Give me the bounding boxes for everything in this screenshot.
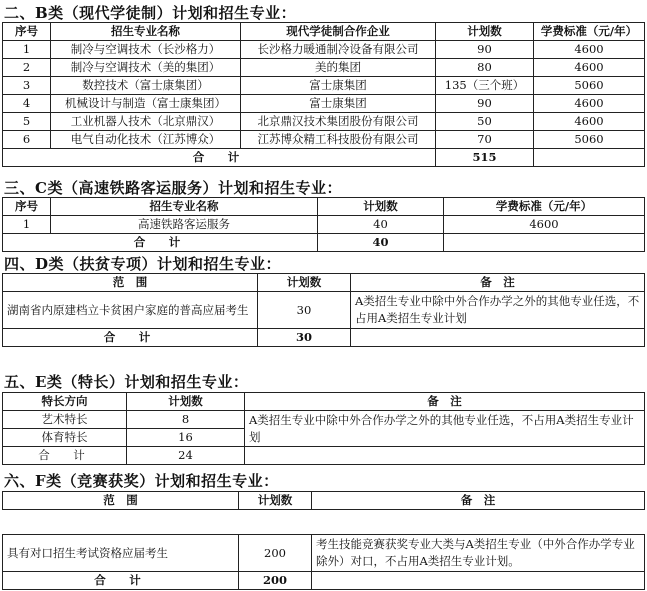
header-cell: 计划数 [318, 198, 444, 216]
table-row [3, 131, 645, 149]
cell: 江苏博众精工科技股份有限公司 [241, 131, 436, 149]
total-row [3, 234, 645, 252]
header-cell: 计划数 [258, 274, 351, 292]
cell: 90 [436, 41, 534, 59]
cell: A类招生专业中除中外合作办学之外的其他专业任选，不占用A类招生专业计划 [351, 292, 645, 329]
cell: 富士康集团 [241, 95, 436, 113]
cell: 4 [3, 95, 51, 113]
header-cell: 特长方向 [3, 393, 127, 411]
cell: 5 [3, 113, 51, 131]
header-cell: 计划数 [127, 393, 245, 411]
cell: 80 [436, 59, 534, 77]
cell: 考生技能竞赛获奖专业大类与A类招生专业（中外合作办学专业除外）对口，不占用A类招生专业计划。 [312, 535, 645, 572]
cell [245, 447, 645, 465]
cell: 制冷与空调技术（美的集团） [51, 59, 241, 77]
section-f-title: 六、F类（竞赛获奖）计划和招生专业： [4, 472, 279, 490]
header-cell: 备 注 [351, 274, 645, 292]
cell: 4600 [444, 216, 645, 234]
header-cell: 序号 [3, 198, 51, 216]
header-cell: 招生专业名称 [51, 198, 318, 216]
cell [351, 329, 645, 347]
table-b [2, 22, 645, 167]
total-value: 40 [318, 234, 444, 252]
cell: 50 [436, 113, 534, 131]
cell: 4600 [534, 59, 645, 77]
section-b-title: 二、B类（现代学徒制）计划和招生专业： [4, 4, 297, 22]
header-cell: 现代学徒制合作企业 [241, 23, 436, 41]
cell: 5060 [534, 131, 645, 149]
cell: 制冷与空调技术（长沙格力） [51, 41, 241, 59]
cell [444, 234, 645, 252]
total-row [3, 149, 645, 167]
header-cell: 学费标准（元/年） [444, 198, 645, 216]
cell: 艺术特长 [3, 411, 127, 429]
cell [534, 149, 645, 167]
cell: 2 [3, 59, 51, 77]
cell: 200 [239, 535, 312, 572]
cell: 3 [3, 77, 51, 95]
total-row [3, 447, 645, 465]
table-c-header [3, 198, 645, 216]
section-e-title: 五、E类（特长）计划和招生专业： [4, 373, 249, 391]
header-cell: 备 注 [245, 393, 645, 411]
total-label: 合 计 [3, 447, 127, 465]
total-label: 合 计 [3, 329, 258, 347]
cell: 30 [258, 292, 351, 329]
header-cell: 范 围 [3, 492, 239, 510]
cell: 湖南省内原建档立卡贫困户家庭的普高应届考生 [3, 292, 258, 329]
table-row [3, 41, 645, 59]
total-value: 200 [239, 572, 312, 590]
header-cell: 备 注 [312, 492, 645, 510]
table-f [2, 534, 645, 590]
cell: 6 [3, 131, 51, 149]
cell: 70 [436, 131, 534, 149]
table-row [3, 216, 645, 234]
table-f-header [2, 491, 645, 510]
table-row [3, 535, 645, 572]
cell: 具有对口招生考试资格应届考生 [3, 535, 239, 572]
table-row [3, 292, 645, 329]
table-row [3, 411, 645, 429]
cell [312, 572, 645, 590]
table-d [2, 273, 645, 347]
cell: 4600 [534, 95, 645, 113]
table-e-header [3, 393, 645, 411]
table-d-header [3, 274, 645, 292]
header-cell: 序号 [3, 23, 51, 41]
header-cell: 计划数 [239, 492, 312, 510]
section-d-title: 四、D类（扶贫专项）计划和招生专业： [4, 255, 282, 273]
table-f-header-row [3, 492, 645, 510]
cell: 体育特长 [3, 429, 127, 447]
cell: 16 [127, 429, 245, 447]
table-row [3, 77, 645, 95]
cell: 1 [3, 41, 51, 59]
total-row [3, 329, 645, 347]
total-row [3, 572, 645, 590]
cell: 4600 [534, 41, 645, 59]
cell: 美的集团 [241, 59, 436, 77]
cell: 90 [436, 95, 534, 113]
cell: 8 [127, 411, 245, 429]
table-c [2, 197, 645, 252]
total-value: 30 [258, 329, 351, 347]
table-e [2, 392, 645, 465]
cell: 长沙格力暖通制冷设备有限公司 [241, 41, 436, 59]
total-label: 合 计 [3, 149, 436, 167]
table-row [3, 95, 645, 113]
header-cell: 计划数 [436, 23, 534, 41]
cell: 40 [318, 216, 444, 234]
cell: 电气自动化技术（江苏博众） [51, 131, 241, 149]
table-row [3, 59, 645, 77]
cell: 机械设计与制造（富士康集团） [51, 95, 241, 113]
header-cell: 范 围 [3, 274, 258, 292]
note-cell: A类招生专业中除中外合作办学之外的其他专业任选，不占用A类招生专业计划 [245, 411, 645, 447]
header-cell: 学费标准（元/年） [534, 23, 645, 41]
cell: 富士康集团 [241, 77, 436, 95]
cell: 135（三个班） [436, 77, 534, 95]
header-cell: 招生专业名称 [51, 23, 241, 41]
cell: 高速铁路客运服务 [51, 216, 318, 234]
cell: 5060 [534, 77, 645, 95]
total-value: 24 [127, 447, 245, 465]
cell: 北京鼎汉技术集团股份有限公司 [241, 113, 436, 131]
table-row [3, 113, 645, 131]
section-c-title: 三、C类（高速铁路客运服务）计划和招生专业： [4, 179, 342, 197]
cell: 4600 [534, 113, 645, 131]
total-label: 合 计 [3, 572, 239, 590]
cell: 工业机器人技术（北京鼎汉） [51, 113, 241, 131]
total-value: 515 [436, 149, 534, 167]
total-label: 合 计 [3, 234, 318, 252]
table-b-header [3, 23, 645, 41]
cell: 1 [3, 216, 51, 234]
cell: 数控技术（富士康集团） [51, 77, 241, 95]
